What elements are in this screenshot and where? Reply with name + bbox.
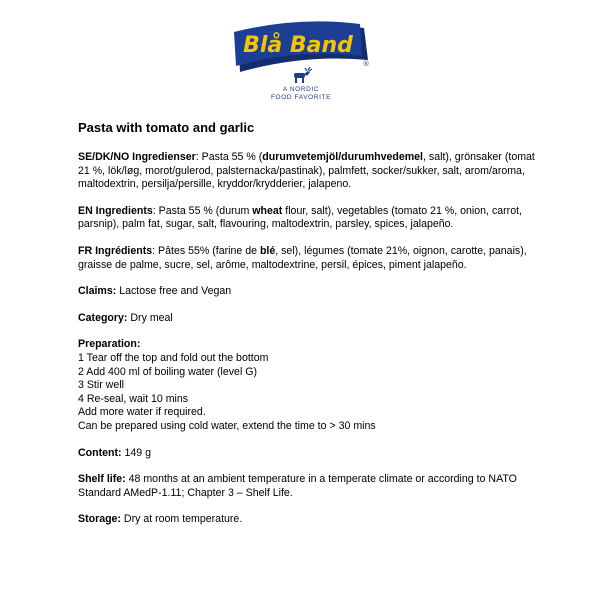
logo-brand-text: Blå Band: [243, 33, 353, 58]
category-label: Category:: [78, 311, 128, 324]
content-weight: [78, 447, 548, 461]
preparation-note: Can be prepared using cold water, extend the time to > 30 mins: [78, 419, 376, 432]
preparation-label: Preparation:: [78, 338, 141, 351]
preparation-step: 3 Stir well: [78, 379, 124, 392]
moose-icon: [294, 67, 312, 83]
ingredients-se: [78, 151, 548, 192]
ingredients-fr-allergen: blé: [259, 244, 276, 257]
preparation-step: 1 Tear off the top and fold out the bottom: [78, 351, 269, 364]
ingredients-fr: [78, 245, 548, 272]
ingredients-se-text-2: , salt), grönsaker (tomat 21 %, lök/løg, morot/gulerod, palsternacka/pastinak), palmfett, socker/sukker, salt, arom/aroma, maltodextrin, persilja/persille, kryddor/krydderier, jalapeno.: [78, 151, 535, 191]
ingredients-en-label: EN Ingredients: [78, 204, 153, 217]
ingredients-se-allergen: durumvetemjöl/durumhvedemel: [262, 151, 424, 163]
claims-value: Lactose free and Vegan: [116, 285, 232, 298]
logo-tagline-line2: FOOD FAVORITE: [270, 94, 332, 101]
storage-value: Dry at room temperature.: [120, 513, 243, 526]
preparation-note: Add more water if required.: [78, 406, 206, 419]
ingredients-en-text-2: flour, salt), vegetables (tomato 21 %, onion, carrot, parsnip), palm fat, sugar, salt, flavouring, maltodextrin, parsley, spices, jalapeño.: [78, 204, 522, 231]
ingredients-fr-text-2: , sel), légumes (tomate 21%, oignon, carotte, panais), graisse de palme, sucre, sel, arôme, maltodextrine, persil, épices, piment jalapeño.: [78, 244, 527, 271]
page-title: Pasta with tomato and garlic: [78, 120, 255, 135]
content-label: Content:: [78, 446, 122, 459]
product-sheet: [78, 120, 548, 540]
preparation: [78, 338, 548, 433]
ingredients-fr-label: FR Ingrédients: [78, 244, 153, 257]
storage-label: Storage:: [78, 513, 121, 526]
category: [78, 312, 548, 326]
preparation-step: 2 Add 400 ml of boiling water (level G): [78, 365, 258, 378]
claims-label: Claims:: [78, 285, 117, 298]
category-value: Dry meal: [127, 311, 173, 324]
logo-registered-mark: ®: [362, 60, 370, 68]
ingredients-fr-text-1: : Pâtes 55% (farine de: [152, 244, 260, 257]
content-value: 149 g: [121, 446, 152, 459]
ingredients-en: [78, 205, 548, 232]
shelf-life-value: 48 months at an ambient temperature in a temperate climate or according to NATO Standard AMedP-1.11; Chapter 3 – Shelf Life.: [78, 473, 517, 499]
shelf-life-label: Shelf life:: [78, 473, 126, 486]
brand-logo: [228, 14, 374, 106]
claims: [78, 285, 548, 299]
ingredients-se-label: SE/DK/NO Ingredienser: [78, 151, 196, 163]
ingredients-en-allergen: wheat: [252, 204, 283, 217]
logo-tagline-line1: A NORDIC: [282, 86, 320, 93]
shelf-life: [78, 473, 548, 500]
ingredients-se-text-1: : Pasta 55 % (: [195, 151, 263, 163]
storage: [78, 513, 548, 527]
preparation-step: 4 Re-seal, wait 10 mins: [78, 392, 189, 405]
ingredients-en-text-1: : Pasta 55 % (durum: [152, 204, 253, 217]
